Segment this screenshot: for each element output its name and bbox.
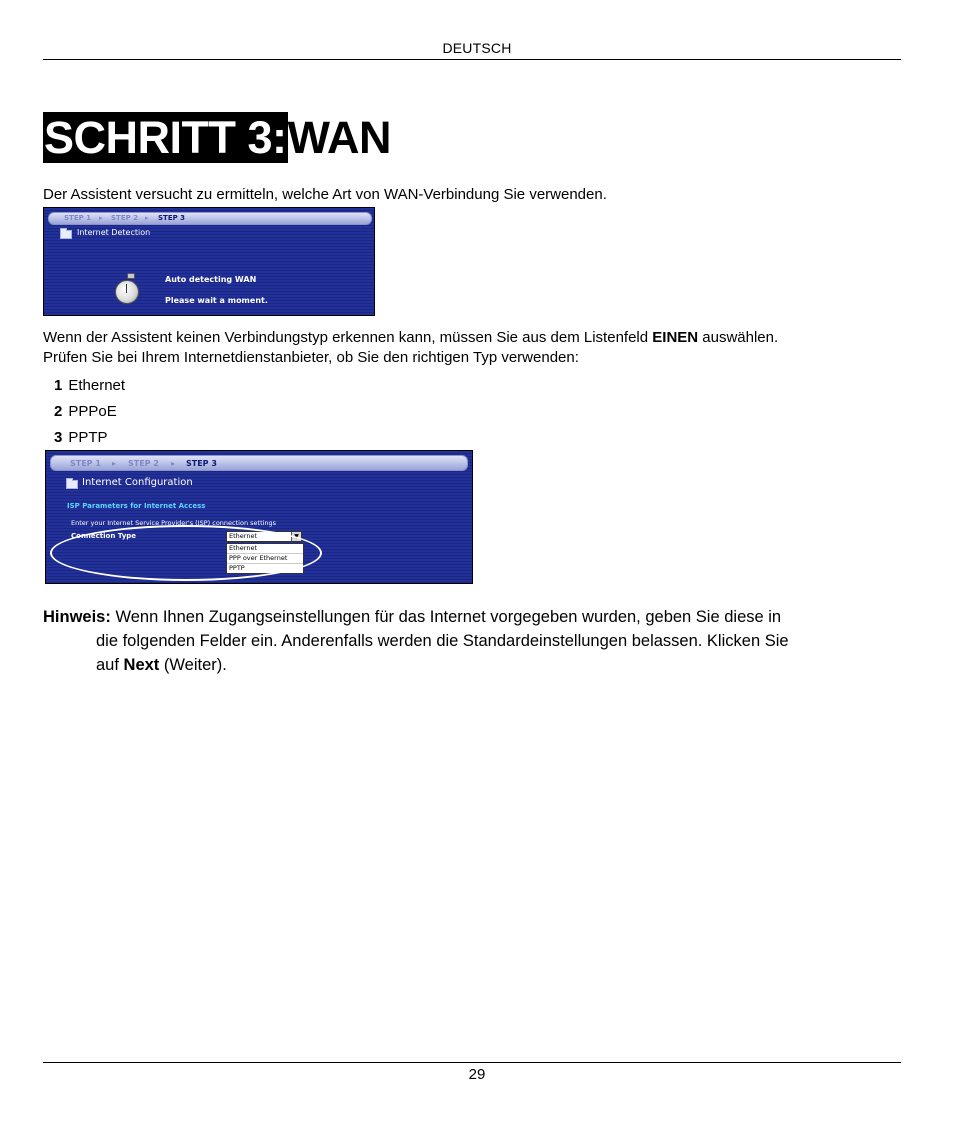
stopwatch-crown-icon (127, 273, 135, 279)
note-text: (Weiter). (159, 656, 227, 674)
note-line3 (43, 653, 903, 677)
isp-heading: ISP Parameters for Internet Access (67, 502, 206, 510)
section-label: Internet Configuration (82, 477, 193, 488)
folder-icon (66, 480, 78, 489)
header-rule (43, 59, 901, 60)
list-item-label: PPPoE (68, 403, 117, 420)
running-header: DEUTSCH (442, 40, 512, 56)
list-item-number: 1 (54, 377, 63, 394)
note-line2: die folgenden Felder ein. Anderenfalls werden die Standardeinstellungen belassen. Klicken Sie (96, 632, 789, 650)
highlight-ellipse (50, 525, 322, 581)
fallback-paragraph-line1 (43, 328, 778, 348)
note-label: Hinweis: (43, 608, 111, 626)
note-line1 (43, 605, 903, 629)
fallback-text-bold: EINEN (652, 329, 699, 346)
dropdown-option[interactable]: Ethernet (227, 544, 303, 554)
step-3-label: STEP 3 (158, 214, 186, 222)
step-1-label: STEP 1 (70, 459, 101, 468)
dropdown-option[interactable]: PPTP (229, 564, 245, 572)
section-title-highlight: SCHRITT 3: (44, 112, 287, 163)
screenshot-internet-detection (43, 207, 375, 316)
dropdown-option[interactable]: PPP over Ethernet (227, 554, 303, 564)
connection-type-selected: Ethernet (229, 532, 257, 540)
fallback-text-end: auswählen. (698, 329, 779, 346)
note-text: Wenn Ihnen Zugangseinstellungen für das Internet vorgegeben wurden, geben Sie diese in (110, 608, 782, 626)
section-title (43, 112, 391, 164)
wait-message: Please wait a moment. (165, 296, 268, 305)
detecting-message: Auto detecting WAN (165, 275, 257, 284)
intro-paragraph: Der Assistent versucht zu ermitteln, welche Art von WAN-Verbindung Sie verwenden. (43, 186, 607, 203)
section-label: Internet Detection (77, 228, 151, 237)
note-block (43, 605, 903, 677)
chevron-down-icon[interactable]: ▼ (291, 532, 301, 541)
folder-icon (60, 230, 72, 239)
list-item-label: PPTP (68, 429, 108, 446)
connection-type-label: Connection Type (71, 532, 137, 540)
list-item-number: 2 (54, 403, 63, 420)
stopwatch-icon (115, 280, 139, 304)
isp-subtext: Enter your Internet Service Provider's (ISP) connection settings (71, 519, 277, 527)
list-item-label: Ethernet (68, 377, 126, 394)
note-next-bold: Next (123, 656, 160, 674)
step-bar (48, 212, 372, 225)
page-number: 29 (468, 1066, 486, 1083)
step-separator-icon: ▸ (145, 214, 149, 222)
step-3-label: STEP 3 (186, 459, 217, 468)
step-2-label: STEP 2 (128, 459, 159, 468)
list-item-number: 3 (54, 429, 63, 446)
step-1-label: STEP 1 (64, 214, 92, 222)
step-2-label: STEP 2 (111, 214, 139, 222)
fallback-text-start: Wenn der Assistent keinen Verbindungstyp erkennen kann, müssen Sie aus dem Listenfeld (43, 329, 653, 346)
fallback-paragraph-line2: Prüfen Sie bei Ihrem Internetdienstanbieter, ob Sie den richtigen Typ verwenden: (43, 349, 579, 366)
screenshot-internet-configuration (45, 450, 473, 584)
list-item (54, 428, 108, 448)
section-title-rest: WAN (287, 112, 391, 163)
step-separator-icon: ▸ (99, 214, 103, 222)
list-item (54, 376, 125, 396)
list-item (54, 402, 117, 422)
note-text: auf (96, 656, 124, 674)
step-separator-icon: ▸ (171, 459, 176, 468)
footer-rule (43, 1062, 901, 1063)
step-separator-icon: ▸ (112, 459, 117, 468)
